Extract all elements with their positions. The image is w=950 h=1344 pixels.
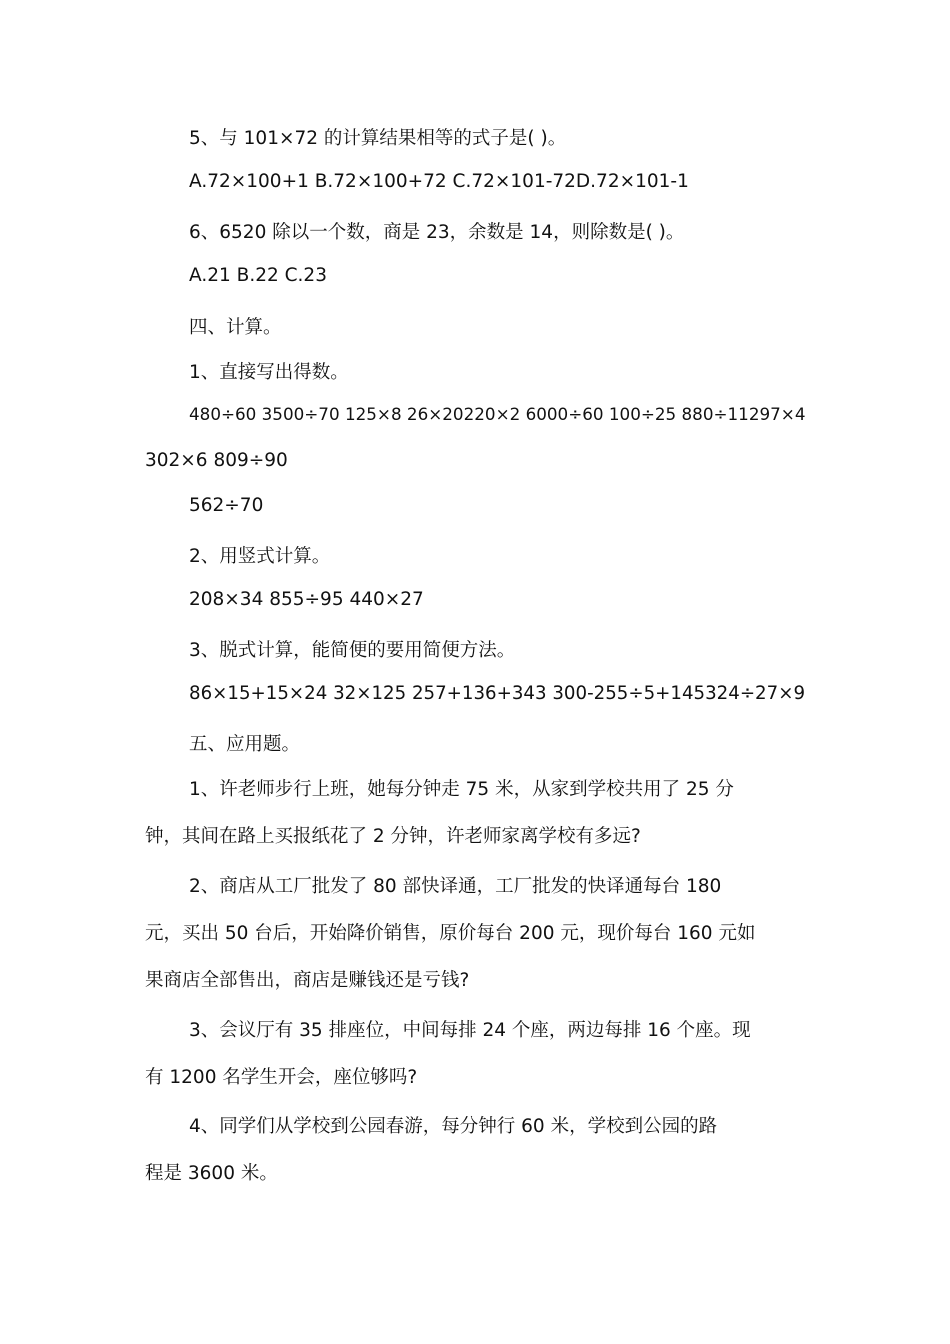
calc-task-1: 1、直接写出得数。: [189, 362, 349, 383]
problem-1-line-1: 1、许老师步行上班，她每分钟走 75 米，从家到学校共用了 25 分: [189, 779, 734, 800]
problem-2-line-3: 果商店全部售出，商店是赚钱还是亏钱?: [145, 970, 470, 991]
problem-2-line-2: 元，买出 50 台后，开始降价销售，原价每台 200 元，现价每台 160 元如: [145, 923, 756, 944]
problem-4-line-2: 程是 3600 米。: [145, 1163, 278, 1184]
question-5-options: A.72×100+1 B.72×100+72 C.72×101-72D.72×101-1: [189, 171, 689, 192]
problem-4-line-1: 4、同学们从学校到公园春游，每分钟行 60 米，学校到公园的路: [189, 1116, 718, 1137]
calc-task-3-items: 86×15+15×24 32×125 257+136+343 300-255÷5+145324÷27×9: [189, 683, 806, 704]
problem-3-line-1: 3、会议厅有 35 排座位，中间每排 24 个座，两边每排 16 个座。现: [189, 1020, 751, 1041]
section-heading-applications: 五、应用题。: [189, 734, 301, 755]
problem-2-line-1: 2、商店从工厂批发了 80 部快译通，工厂批发的快译通每台 180: [189, 876, 722, 897]
calc-task-1-items-cont: 302×6 809÷90: [145, 450, 288, 471]
problem-1-line-2: 钟，其间在路上买报纸花了 2 分钟，许老师家离学校有多远?: [145, 826, 641, 847]
calc-task-1-items: 480÷60 3500÷70 125×8 26×20220×2 6000÷60 100÷25 880÷11297×4: [189, 404, 806, 424]
calc-task-2: 2、用竖式计算。: [189, 546, 331, 567]
calc-task-3: 3、脱式计算，能简便的要用简便方法。: [189, 640, 516, 661]
calc-task-2-items: 208×34 855÷95 440×27: [189, 589, 424, 610]
calc-task-1-items-last: 562÷70: [189, 495, 264, 516]
section-heading-calculation: 四、计算。: [189, 317, 282, 338]
problem-3-line-2: 有 1200 名学生开会，座位够吗?: [145, 1067, 418, 1088]
question-6-options: A.21 B.22 C.23: [189, 265, 327, 286]
question-6: 6、6520 除以一个数，商是 23，余数是 14，则除数是( )。: [189, 222, 685, 243]
question-5: 5、与 101×72 的计算结果相等的式子是( )。: [189, 128, 567, 149]
